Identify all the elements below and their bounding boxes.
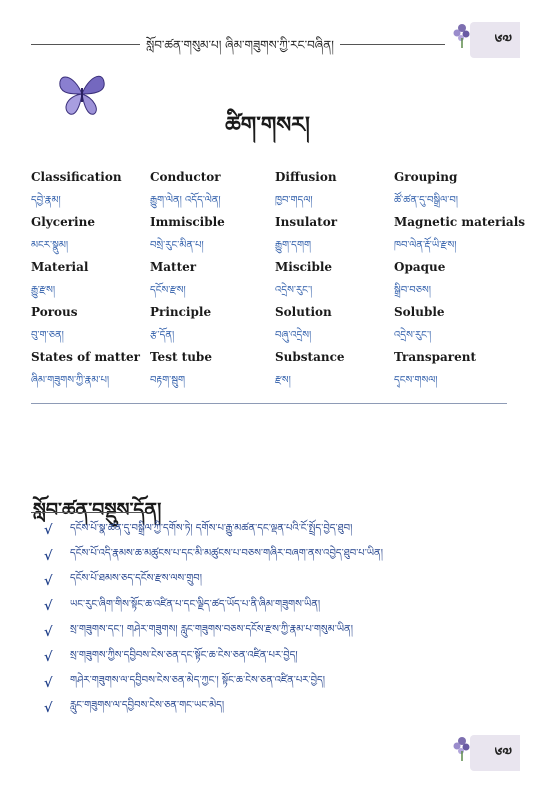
list-item — [44, 594, 504, 619]
check-icon: √ — [44, 700, 53, 716]
glossary-title: ཚིག་གསར། — [225, 113, 310, 138]
glossary-row — [31, 215, 526, 260]
glossary-table — [31, 170, 526, 395]
term-tibetan: བསྲེ་རུང་མིན་པ། — [150, 240, 204, 251]
summary-point: རླུང་གཟུགས་ལ་དབྱིབས་ངེས་ཅན་གང་ཡང་མེད། — [70, 700, 225, 712]
list-item — [44, 569, 504, 594]
term-english: Test tube — [150, 350, 212, 364]
term-tibetan: རྒྱུ་རྫས། — [31, 285, 56, 296]
term-tibetan: དངོས་རྫས། — [150, 285, 186, 296]
header-rule-left — [31, 44, 140, 45]
term-english: Transparent — [394, 350, 477, 364]
list-item — [44, 543, 504, 568]
term-tibetan: འདྲེས་རུང་། — [394, 330, 432, 341]
term-tibetan: བཞུ་འདྲེས། — [275, 330, 312, 341]
summary-title-rule — [31, 512, 146, 513]
term-tibetan: འདྲེས་རུང་། — [275, 285, 313, 296]
check-icon: √ — [44, 599, 53, 615]
term-tibetan: རྒྱུག་ལེན། འདོད་ལེན། — [150, 195, 221, 206]
check-icon: √ — [44, 624, 53, 640]
summary-point: དངོས་པོ་སྣ་ཚན་དུ་བསྒྲིལ་ཀྱི་དགོས་ཏེ། དགོས་པ་རྒྱུ་མཚན་དང་ལྡན་པའི་ངོ་སྤྲོད་བྱེད་ཐུབ། — [70, 522, 353, 534]
term-english: Matter — [150, 260, 197, 274]
list-item — [44, 645, 504, 670]
term-english: Insulator — [275, 215, 338, 229]
term-tibetan: དྭངས་གསལ། — [394, 375, 438, 386]
check-icon: √ — [44, 650, 53, 666]
term-tibetan: སྒྲིབ་བཅས། — [394, 285, 431, 296]
check-icon: √ — [44, 523, 53, 539]
summary-point: སྲ་གཟུགས་ཀྱིས་དབྱིབས་ངེས་ཅན་དང་སྟོང་ཆ་ངེས་ཅན་འཛིན་པར་བྱེད། — [70, 649, 298, 661]
header-rule-right — [340, 44, 445, 45]
check-icon: √ — [44, 675, 53, 691]
term-tibetan: རྒྱུག་དགག — [275, 240, 312, 251]
term-english: Diffusion — [275, 170, 337, 184]
term-tibetan: དབྱེ་རྣམ། — [31, 195, 61, 206]
term-tibetan: ཁབ་ལེན་རྡོ་ཡི་རྫས། — [394, 240, 457, 251]
page-number-footer: ༦༧ — [470, 735, 520, 771]
glossary-row — [31, 350, 511, 395]
chapter-title: སློབ་ཚན་གསུམ་པ། ཞིམ་གཟུགས་ཀྱི་རང་བཞིན། — [146, 38, 334, 52]
page-number: ༦༧ — [470, 22, 520, 58]
term-english: Miscible — [275, 260, 333, 274]
flower-icon — [452, 22, 472, 48]
term-tibetan: ཞིམ་གཟུགས་ཀྱི་རྣམ་པ། — [31, 375, 110, 386]
check-icon: √ — [44, 573, 53, 589]
summary-point: གཤེར་གཟུགས་ལ་དབྱིབས་ངེས་ཅན་མེད་ཀྱང་། སྟོང་ཆ་ངེས་ཅན་འཛིན་པར་བྱེད། — [70, 675, 326, 687]
term-english: Substance — [275, 350, 345, 364]
summary-title: སློབ་ཚན་བསྡུས་དོན། — [33, 499, 162, 521]
term-english: Opaque — [394, 260, 446, 274]
list-item — [44, 620, 504, 645]
term-english: Soluble — [394, 305, 445, 319]
term-tibetan: བུ་ག་ཅན། — [31, 330, 64, 341]
flower-icon — [452, 735, 472, 761]
list-item — [44, 670, 504, 695]
term-english: Immiscible — [150, 215, 225, 229]
term-tibetan: ཚོ་ཚན་དུ་བསྒྲིལ་བ། — [394, 195, 458, 206]
term-english: Porous — [31, 305, 78, 319]
term-tibetan: བརྟག་སྦུག — [150, 375, 186, 386]
term-english: States of matter — [31, 350, 140, 364]
section-divider — [31, 403, 507, 404]
term-english: Principle — [150, 305, 212, 319]
term-english: Classification — [31, 170, 122, 184]
summary-point: དངོས་པོ་ཐམས་ཅད་དངོས་རྫས་ལས་གྲུབ། — [70, 573, 202, 585]
summary-point: དངོས་པོ་འདི་རྣམས་ཆ་མཚུངས་པ་དང་མི་མཚུངས་པ་བཅས་གཞིར་བཞག་ནས་འབྱེད་ཐུབ་པ་ཡིན། — [70, 548, 383, 560]
term-english: Conductor — [150, 170, 221, 184]
glossary-row — [31, 170, 511, 215]
summary-point: ཡང་རུང་ཞིག་གིས་སྟོང་ཆ་འཛིན་པ་དང་ལྗིད་ཚད་ཡོད་པ་ནི་ཞིམ་གཟུགས་ཡིན། — [70, 598, 321, 610]
check-icon: √ — [44, 548, 53, 564]
summary-point: སྲ་གཟུགས་དང་། གཤེར་གཟུགས། རླུང་གཟུགས་བཅས་དངོས་རྫས་ཀྱི་རྣམ་པ་གསུམ་ཡིན། — [70, 624, 353, 636]
term-english: Magnetic materials — [394, 215, 526, 229]
glossary-row — [31, 305, 511, 350]
term-tibetan: ཁྱབ་གདལ། — [275, 195, 313, 206]
term-tibetan: མངར་སྣུམ། — [31, 240, 69, 251]
term-tibetan: རྫས། — [275, 375, 291, 386]
summary-list — [44, 518, 504, 721]
term-english: Glycerine — [31, 215, 95, 229]
term-english: Material — [31, 260, 89, 274]
term-english: Solution — [275, 305, 332, 319]
term-tibetan: རྩ་དོན། — [150, 330, 175, 341]
list-item — [44, 518, 504, 543]
list-item — [44, 696, 504, 721]
glossary-row — [31, 260, 511, 305]
term-english: Grouping — [394, 170, 458, 184]
